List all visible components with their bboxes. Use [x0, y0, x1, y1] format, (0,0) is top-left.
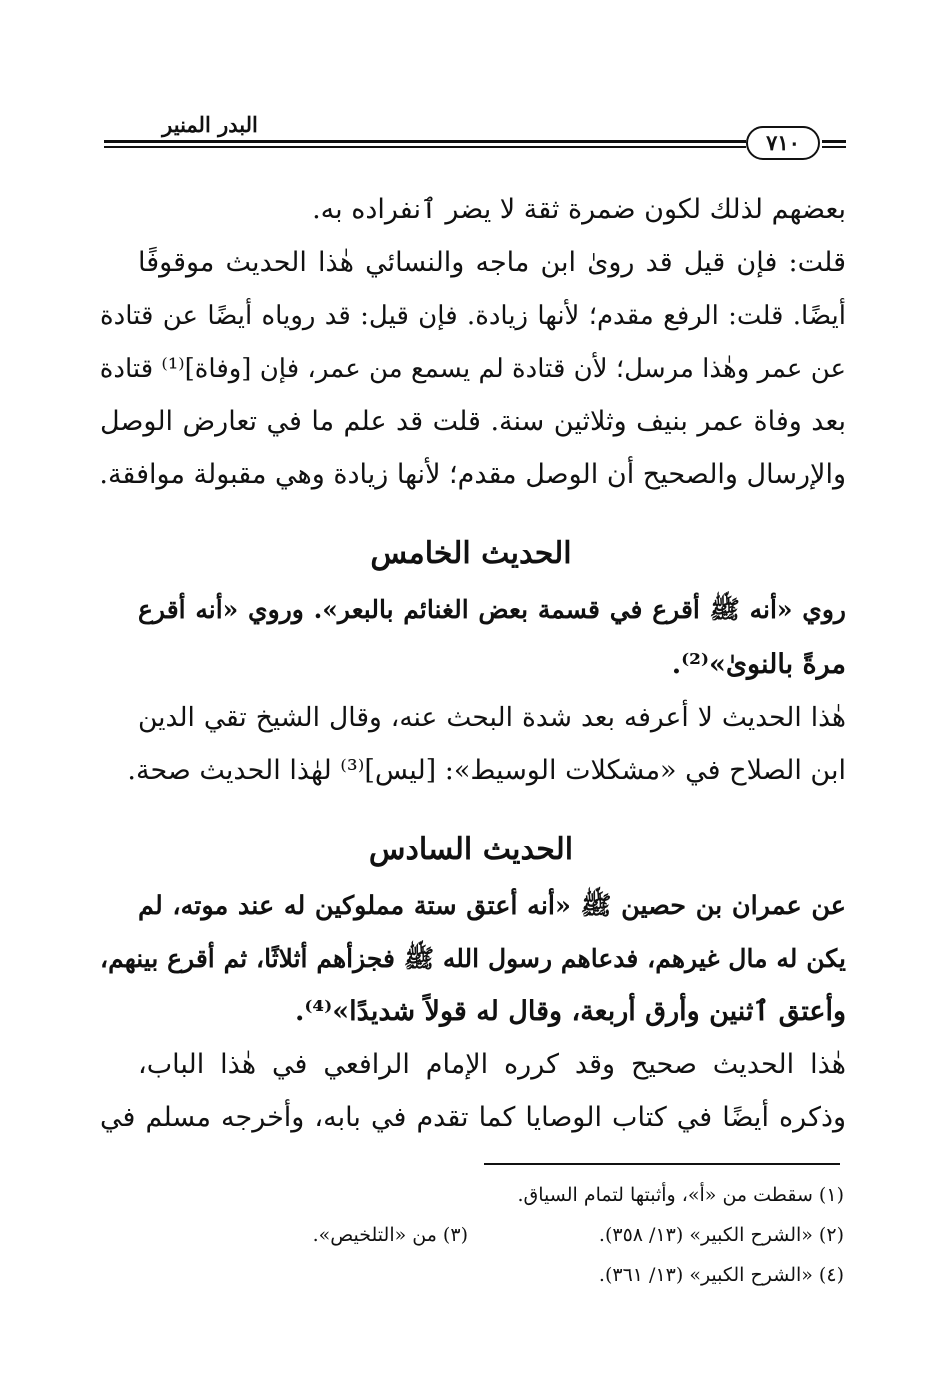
text-line: هٰذا الحديث لا أعرفه بعد شدة البحث عنه، وقال الشيخ تقي الدين	[138, 702, 846, 733]
text-line: قلت: فإن قيل قد رویٰ ابن ماجه والنسائي هٰذا الحديث موقوفًا	[138, 247, 846, 278]
footnote: (٣) من «التلخيص».	[312, 1224, 468, 1246]
footnote: (١) سقطت من «أ»، وأثبتها لتمام السياق.	[517, 1184, 844, 1206]
text-line: بعد وفاة عمر بنيف وثلاثين سنة. قلت قد علم ما في تعارض الوصل	[100, 406, 846, 437]
text-line: والإرسال والصحيح أن الوصل مقدم؛ لأنها زيادة وهي مقبولة موافقة.	[99, 459, 846, 490]
text-line: ابن الصلاح في «مشكلات الوسيط»: [ليس]⁽³⁾ لهٰذا الحديث صحة.	[127, 755, 846, 786]
text-line: عن عمران بن حصين ﷺ «أنه أعتق ستة مملوكين له عند موته، لم	[138, 891, 846, 921]
text-line: يكن له مال غيرهم، فدعاهم رسول الله ﷺ فجزأهم أثلاثًا، ثم أقرع بينهم،	[100, 944, 846, 973]
text-line: وأعتق ٱثنين وأرق أربعة، وقال له قولاً شديدًا»⁽⁴⁾.	[294, 996, 846, 1027]
text-line: وذكره أيضًا في كتاب الوصايا كما تقدم في بابه، وأخرجه مسلم في	[100, 1102, 846, 1133]
text-line: هٰذا الحديث صحيح وقد كرره الإمام الرافعي في هٰذا الباب،	[138, 1049, 846, 1080]
footnote-rule	[484, 1163, 840, 1165]
header-rule	[822, 146, 846, 148]
running-title: البدر المنير	[162, 112, 258, 137]
section-heading: الحديث الخامس	[370, 536, 572, 571]
header-rule	[822, 140, 846, 143]
text-line: عن عمر وهٰذا مرسل؛ لأن قتادة لم يسمع من عمر، فإن [وفاة]⁽¹⁾ قتادة	[99, 354, 846, 384]
page-number: ٧١٠	[746, 126, 820, 160]
text-line: مرةً بالنویٰ»⁽²⁾.	[671, 649, 846, 680]
section-heading: الحديث السادس	[368, 832, 574, 867]
header-rule	[104, 140, 746, 143]
footnote: (٢) «الشرح الكبير» (١٣/ ٣٥٨).	[598, 1224, 844, 1246]
footnote: (٤) «الشرح الكبير» (١٣/ ٣٦١).	[598, 1264, 844, 1286]
header-rule	[104, 146, 746, 148]
text-line: بعضهم لذلك لكون ضمرة ثقة لا يضر ٱنفراده به.	[312, 194, 846, 225]
text-line: أيضًا. قلت: الرفع مقدم؛ لأنها زيادة. فإن قيل: قد روياه أيضًا عن قتادة	[100, 301, 846, 331]
text-line: روي «أنه ﷺ أقرع في قسمة بعض الغنائم بالبعر». وروي «أنه أقرع	[138, 595, 846, 624]
